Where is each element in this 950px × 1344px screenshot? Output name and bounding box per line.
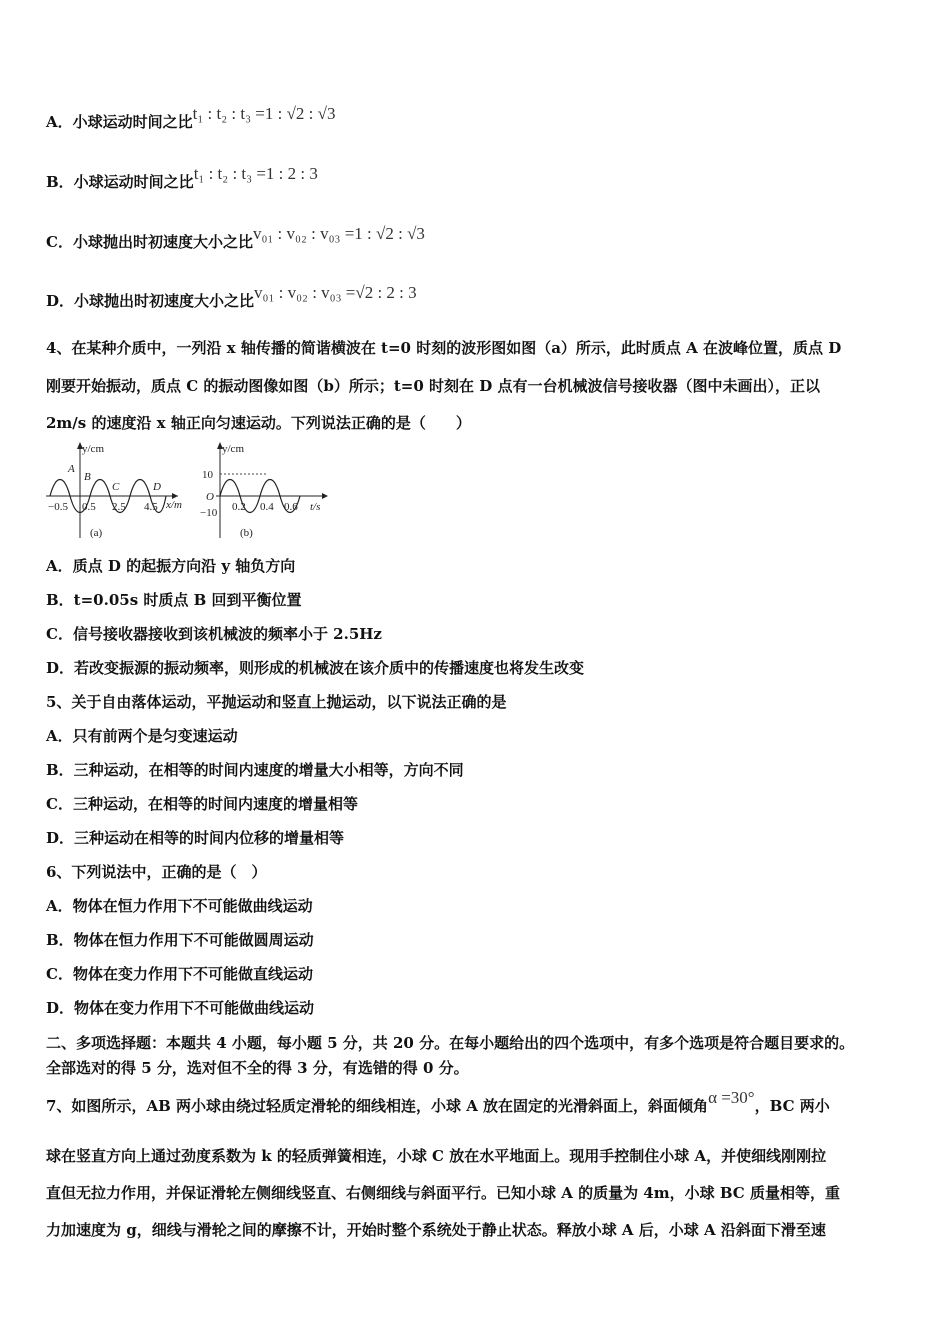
- graph-b-tlabel: t/s: [310, 501, 321, 513]
- graph-a-tick-05: 0.5: [82, 501, 96, 513]
- q5-option-a: A．只有前两个是匀变速运动: [46, 727, 238, 745]
- q7-line1-text: 7、如图所示，AB 两小球由绕过轻质定滑轮的细线相连，小球 A 放在固定的光滑斜面上，斜面倾角: [46, 1097, 709, 1115]
- q7-line4: 力加速度为 g，细线与滑轮之间的摩擦不计，开始时整个系统处于静止状态。释放小球 A 后，小球 A 沿斜面下滑至速: [46, 1221, 826, 1239]
- q6-option-b: B．物体在恒力作用下不可能做圆周运动: [46, 931, 314, 949]
- q6-option-a: A．物体在恒力作用下不可能做曲线运动: [46, 897, 313, 915]
- q3-option-b-text: B．小球运动时间之比: [46, 173, 194, 191]
- q6-option-d: D．物体在变力作用下不可能做曲线运动: [46, 999, 315, 1017]
- q7-line3: 直但无拉力作用，并保证滑轮左侧细线竖直、右侧细线与斜面平行。已知小球 A 的质量为 4m，小球 BC 质量相等，重: [46, 1184, 840, 1202]
- vibration-graph-b: [200, 442, 328, 539]
- q3-option-b-math: t₁ : t₂ : t₃ =1 : 2 : 3: [193, 164, 318, 183]
- q7-line2: 球在竖直方向上通过劲度系数为 k 的轻质弹簧相连，小球 C 放在水平地面上。现用手控制住小球 A，并使细线刚刚拉: [46, 1147, 827, 1165]
- graph-b-tick-04: 0.4: [260, 501, 274, 513]
- q3-option-c-text: C．小球抛出时初速度大小之比: [46, 233, 253, 251]
- q4-figure: [40, 438, 340, 546]
- graph-b-ytick-10: 10: [202, 469, 213, 481]
- q7-angle-math: α =30°: [708, 1088, 755, 1107]
- q3-option-c: [46, 224, 425, 252]
- graph-b-tick-06: 0.6: [284, 501, 298, 513]
- q4-option-d: D．若改变振源的振动频率，则形成的机械波在该介质中的传播速度也将发生改变: [46, 659, 585, 677]
- q4-stem-line1: 4、在某种介质中，一列沿 x 轴传播的简谐横波在 t=0 时刻的波形图如图（a）所示，此时质点 A 在波峰位置，质点 D: [46, 339, 842, 357]
- graph-b-ytick-neg10: −10: [200, 507, 218, 519]
- q3-option-d: [46, 283, 417, 311]
- graph-a-point-a: A: [68, 463, 75, 475]
- q3-option-b: [46, 164, 318, 192]
- q5-stem: 5、关于自由落体运动，平抛运动和竖直上抛运动，以下说法正确的是: [46, 693, 507, 711]
- q5-option-c: C．三种运动，在相等的时间内速度的增量相等: [46, 795, 358, 813]
- graph-a-point-d: D: [153, 481, 161, 493]
- graph-a-xlabel: x/m: [166, 499, 182, 511]
- graph-a-caption: (a): [90, 527, 103, 539]
- q3-option-c-math: v₀₁ : v₀₂ : v₀₃ =1 : √2 : √3: [252, 224, 425, 243]
- section2-line2: 全部选对的得 5 分，选对但不全的得 3 分，有选错的得 0 分。: [46, 1059, 469, 1077]
- q3-option-d-math: v₀₁ : v₀₂ : v₀₃ =√2 : 2 : 3: [254, 283, 417, 302]
- graph-b-origin: O: [206, 491, 214, 503]
- wave-graph-a: [46, 442, 182, 539]
- q7-line1: [46, 1088, 830, 1116]
- section2-line1: 二、多项选择题：本题共 4 小题，每小题 5 分，共 20 分。在每小题给出的四个选项中，有多个选项是符合题目要求的。: [46, 1034, 855, 1052]
- graph-a-tick-45: 4.5: [144, 501, 158, 513]
- q5-option-d: D．三种运动在相等的时间内位移的增量相等: [46, 829, 345, 847]
- graph-b-t-arrow: [322, 493, 328, 499]
- q6-option-c: C．物体在变力作用下不可能做直线运动: [46, 965, 313, 983]
- q6-stem: 6、下列说法中，正确的是（ ）: [46, 863, 267, 881]
- graph-a-tick-neg05: −0.5: [48, 501, 68, 513]
- q4-option-b: B．t=0.05s 时质点 B 回到平衡位置: [46, 591, 302, 609]
- q5-option-b: B．三种运动，在相等的时间内速度的增量大小相等，方向不同: [46, 761, 464, 779]
- q4-stem-line2: 刚要开始振动，质点 C 的振动图像如图（b）所示；t=0 时刻在 D 点有一台机械波信号接收器（图中未画出），正以: [46, 377, 820, 395]
- q4-option-a: A．质点 D 的起振方向沿 y 轴负方向: [46, 557, 296, 575]
- q3-option-d-text: D．小球抛出时初速度大小之比: [46, 292, 255, 310]
- graph-a-point-c: C: [112, 481, 120, 493]
- q4-option-c: C．信号接收器接收到该机械波的频率小于 2.5Hz: [46, 625, 382, 643]
- graph-b-tick-02: 0.2: [232, 501, 246, 513]
- graph-a-ylabel: y/cm: [82, 443, 104, 455]
- q3-option-a: [46, 104, 336, 132]
- q3-option-a-math: t₁ : t₂ : t₃ =1 : √2 : √3: [192, 104, 336, 123]
- q7-line1-end: ，BC 两小: [754, 1097, 830, 1115]
- graph-a-point-b: B: [84, 471, 91, 483]
- q3-option-a-text: A．小球运动时间之比: [46, 113, 193, 131]
- graph-b-caption: (b): [240, 527, 253, 539]
- graph-b-ylabel: y/cm: [222, 443, 244, 455]
- q4-stem-line3: 2m/s 的速度沿 x 轴正向匀速运动。下列说法正确的是（ ）: [46, 414, 471, 432]
- graph-a-tick-25: 2.5: [112, 501, 126, 513]
